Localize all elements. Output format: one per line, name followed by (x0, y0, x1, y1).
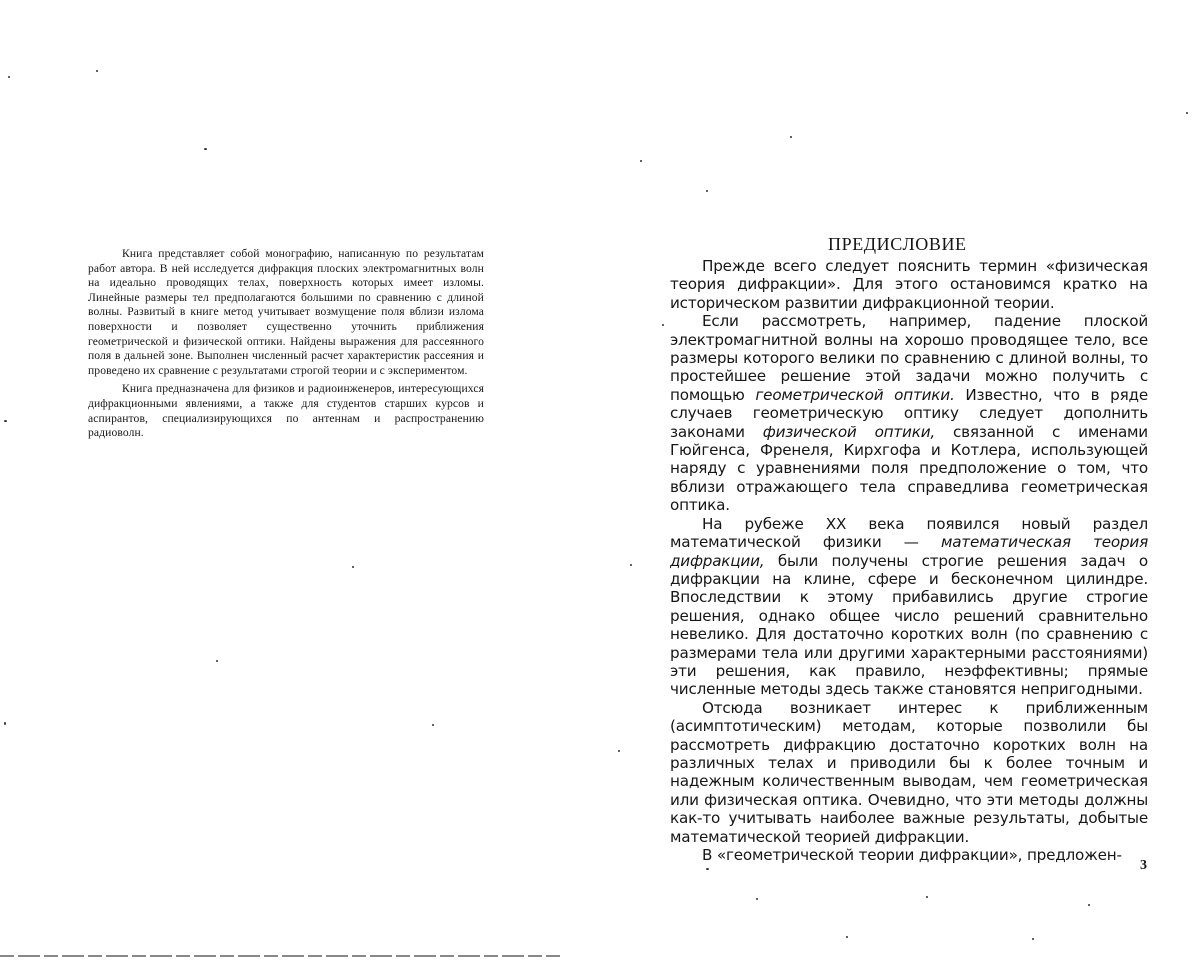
term-physical-optics: физической оптики, (763, 423, 935, 441)
text-run: были получены строгие решения задач о дифракции на клине, сфере и бесконечном цилиндре. Впоследствии к этому прибавились другие строгие решения, однако общее число решений сравнительно невелико. Для достаточно коротких волн (по сравнению с размерами тела или другими характерными расстояниями) эти решения, как правило, неэффективны; прямые численные методы здесь также становятся непригодными. (670, 552, 1148, 699)
scan-speck (8, 76, 10, 78)
scan-speck (926, 896, 928, 898)
preface-paragraph: Отсюда возникает интерес к приближенным (асимптотическим) методам, которые позволили бы рассмотреть дифракцию достаточно коротких волн на различных телах и приводили бы к более точным и надежным количественным выводам, чем геометрическая или физическая оптика. Очевидно, что эти методы должны как-то учитывать наиболее важные результаты, добытые математической теорией дифракции. (670, 699, 1148, 846)
scan-bottom-edge (0, 955, 560, 957)
annotation-paragraph: Книга предназначена для физиков и радиоинженеров, интересующихся дифракционными явлениями, а также для студентов старших курсов и аспирантов, специализирующихся по антеннам и распространению радиоволн. (88, 382, 484, 440)
text-run: Если рассмотреть, например, падение плоской электромагнитной волны на хорошо проводящее тело, все размеры которого велики по сравнению с длиной волны, то простейшее решение этой задачи можно получить с помощью (670, 312, 1148, 404)
book-spread (0, 0, 1200, 964)
page-number: 3 (1140, 858, 1147, 874)
text-run: На рубеже XX века появился новый раздел математической физики — (670, 515, 1148, 551)
scan-speck (216, 660, 218, 662)
text-run: Известно, что в ряде случаев геометрическую оптику следует дополнить законами (670, 386, 1148, 441)
scan-speck (756, 898, 758, 900)
scan-speck (204, 148, 207, 150)
scan-speck (1032, 938, 1034, 940)
scan-speck (1186, 112, 1188, 114)
scan-speck (1088, 904, 1090, 906)
term-mathematical-diffraction-theory: математическая теория дифракции, (670, 533, 1148, 569)
preface-paragraph: В «геометрической теории дифракции», предложен- (670, 846, 1148, 864)
preface-paragraph (670, 312, 1148, 514)
scan-speck (662, 324, 664, 326)
preface-title: ПРЕДИСЛОВИЕ (828, 234, 967, 255)
scan-speck (96, 70, 98, 72)
scan-speck (706, 190, 708, 192)
scan-speck (618, 750, 620, 752)
scan-speck (432, 724, 434, 726)
annotation-paragraph: Книга представляет собой монографию, написанную по результатам работ автора. В ней исследуется дифракция плоских электромагнитных волн на идеально проводящих телах, поверхность которых имеет изломы. Линейные размеры тел предполагаются большими по сравнению с длиной волны. Развитый в книге метод учитывает возмущение поля вблизи излома поверхности и позволяет существенно уточнить приближения геометрической и физической оптики. Найдены выражения для рассеянного поля в дальней зоне. Выполнен численный расчет характеристик рассеяния и проведено их сравнение с результатами строгой теории и с экспериментом. (88, 247, 484, 378)
scan-speck (706, 868, 709, 870)
text-run: связанной с именами Гюйгенса, Френеля, Кирхгофа и Котлера, использующей наряду с уравнениями поля предположение о том, что вблизи отражающего тела справедлива геометрическая оптика. (670, 423, 1148, 515)
scan-speck (4, 722, 6, 725)
scan-speck (630, 564, 632, 566)
preface-paragraph (670, 515, 1148, 699)
scan-speck (352, 566, 354, 568)
preface-body (670, 257, 1148, 864)
scan-speck (846, 936, 848, 938)
scan-speck (4, 420, 7, 422)
term-geometric-optics: геометрической оптики. (755, 386, 954, 404)
annotation-block (88, 247, 484, 441)
preface-paragraph: Прежде всего следует пояснить термин «физическая теория дифракции». Для этого остановимся кратко на историческом развитии дифракционной теории. (670, 257, 1148, 312)
scan-speck (790, 136, 792, 138)
scan-speck (640, 160, 642, 162)
